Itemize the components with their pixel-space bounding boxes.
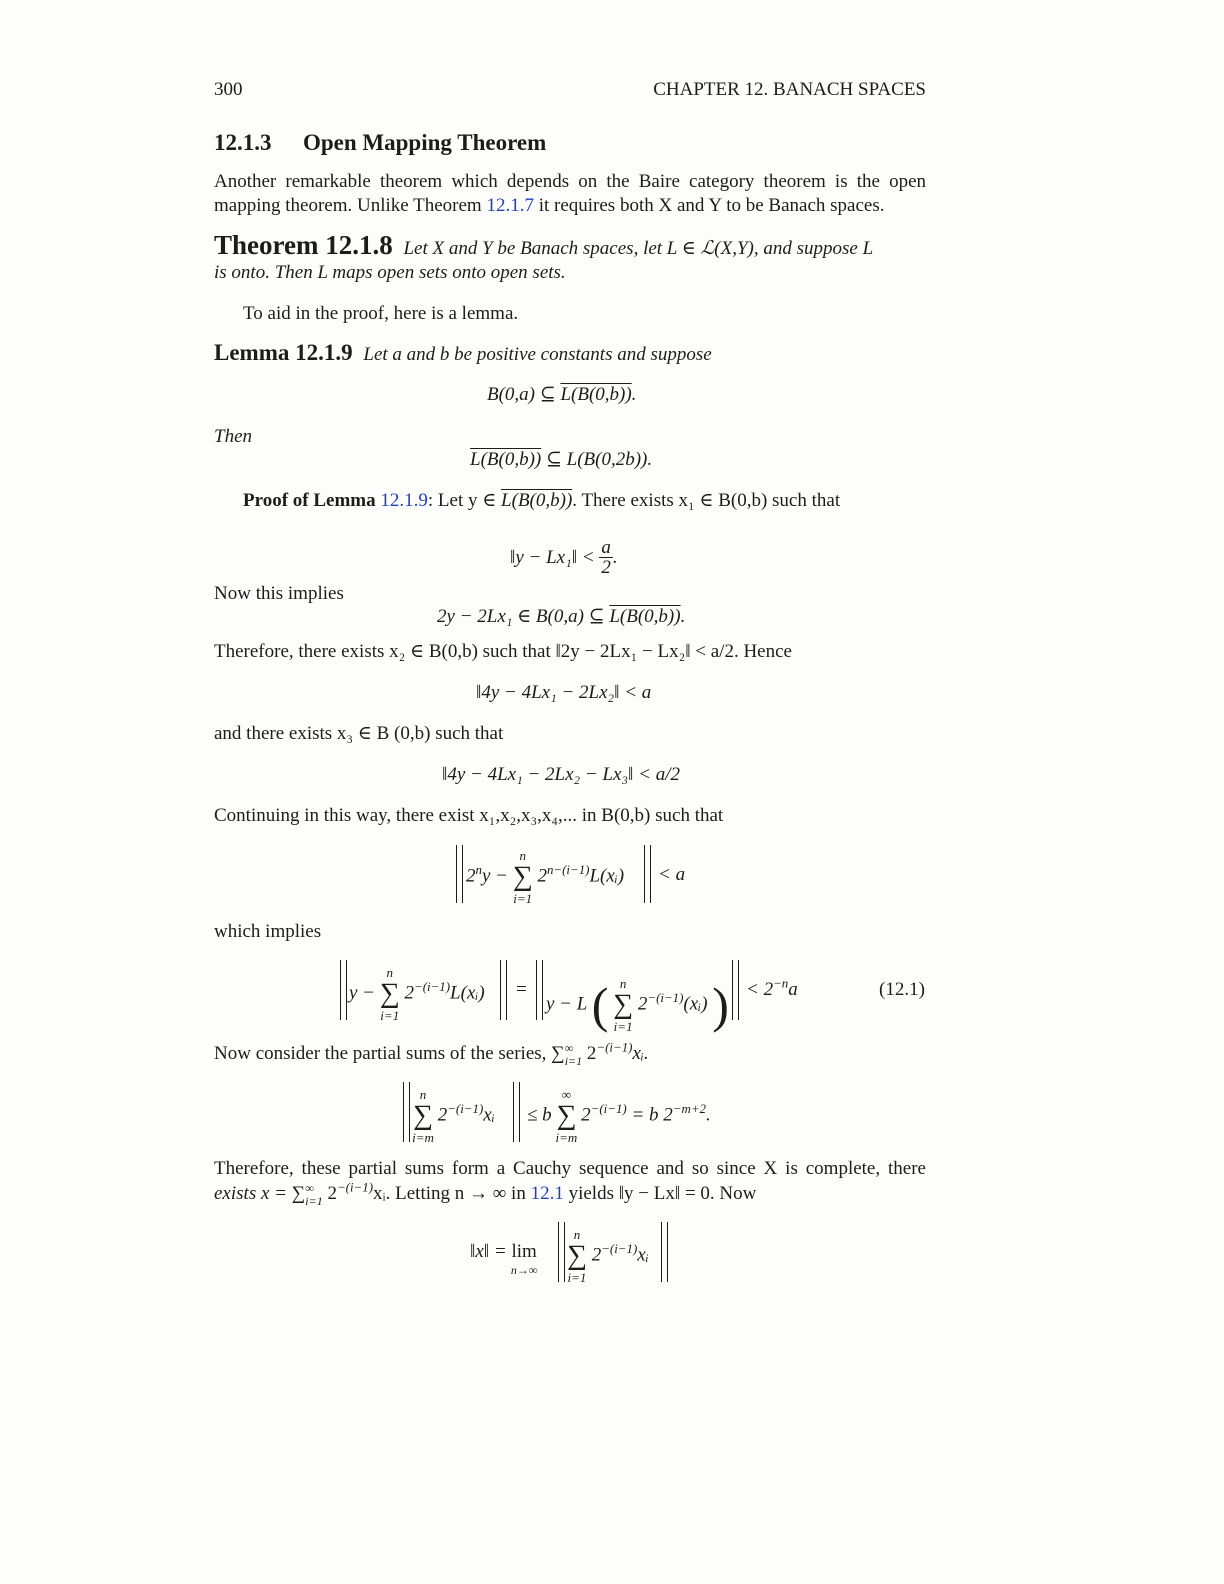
eq-text: 2y − 2Lx₁ ∈ B(0,a) ⊆ bbox=[437, 606, 610, 627]
running-header: CHAPTER 12. BANACH SPACES bbox=[653, 79, 926, 100]
partial-sums-text: Now consider the partial sums of the series, ∑ ∞ i=1 $2^{-(i-1)}xᵢ$. bbox=[214, 1039, 649, 1068]
eq7-left-body: y − n ∑ i=1 $2^{-(i-1)}L(xᵢ)$ bbox=[349, 965, 485, 1023]
eq7-bound: < $2^{-n}a$ bbox=[746, 975, 798, 1000]
therefore-line-1: Therefore, there exists x₂ ∈ B(0,b) such that ‖2y − 2Lx₁ − Lx₂‖ < a/2. Hence bbox=[214, 641, 792, 662]
norm-bar-right bbox=[500, 960, 507, 1020]
eq7-equals: = bbox=[516, 979, 527, 1000]
cauchy-line-1: Therefore, these partial sums form a Cauchy sequence and so since X is complete, there bbox=[214, 1158, 926, 1179]
lemma-block bbox=[214, 341, 712, 364]
lemma-statement: Let a and b be positive constants and suppose bbox=[363, 344, 712, 365]
inequality-1: ‖y − Lx₁‖ < $\frac{a}{2}$ . bbox=[510, 537, 618, 578]
eq-text: . bbox=[631, 384, 637, 405]
theorem-line-2: is onto. Then L maps open sets onto open sets. bbox=[214, 262, 566, 283]
then-label: Then bbox=[214, 426, 252, 447]
eq-text: . bbox=[680, 606, 686, 627]
aid-text: To aid in the proof, here is a lemma. bbox=[243, 303, 519, 324]
eq9-body: n ∑ i=1 $2^{-(i-1)}xᵢ$ bbox=[567, 1227, 649, 1285]
norm-bar-left-2 bbox=[536, 960, 543, 1020]
lemma-equation-1 bbox=[487, 385, 636, 404]
closure-bar: L(B(0,b)) bbox=[609, 606, 681, 627]
eq-text: ⊆ L(B(0,2b)). bbox=[541, 449, 653, 470]
proof-text: : Let y ∈ bbox=[427, 490, 502, 511]
closure-bar: L(B(0,b)) bbox=[470, 449, 542, 470]
equation-6 bbox=[456, 845, 696, 906]
continuing-text: Continuing in this way, there exist x₁,x₂,x₃,x₄,... in B(0,b) such that bbox=[214, 805, 724, 826]
norm-bar-right bbox=[644, 845, 651, 903]
fraction-numerator: a bbox=[601, 537, 611, 558]
equation-8 bbox=[403, 1082, 743, 1145]
eq7-right-body: y − L ( n ∑ i=1 $2^{-(i-1)}(xᵢ)$ ) bbox=[546, 976, 729, 1034]
summation-symbol: ∞ ∑ i=m bbox=[555, 1087, 578, 1145]
intro-text: mapping theorem. Unlike Theorem bbox=[214, 195, 487, 216]
eq9-left: ‖x‖ = lim n→∞ bbox=[470, 1241, 538, 1277]
proof-line-1 bbox=[243, 491, 840, 510]
equation-4: ‖4y − 4Lx₁ − 2Lx₂‖ < a bbox=[476, 682, 652, 703]
summation-symbol: n ∑ i=1 bbox=[567, 1227, 587, 1285]
fraction-denominator: 2 bbox=[601, 557, 611, 578]
intro-text-end: it requires both X and Y to be Banach spaces. bbox=[533, 195, 885, 216]
section-heading bbox=[214, 131, 546, 154]
eq6-body: $2^ny$ − n ∑ i=1 $2^{n-(i-1)}L(xᵢ)$ bbox=[466, 848, 625, 906]
cauchy-line-2: exists x = ∑ ∞ i=1 $2^{-(i-1)}xᵢ$. Letting n → ∞ in 12.1 yields ‖y − Lx‖ = 0. Now bbox=[214, 1179, 757, 1208]
equation-3 bbox=[437, 607, 685, 626]
norm-bar-right-2 bbox=[732, 960, 739, 1020]
now-implies-text: Now this implies bbox=[214, 583, 344, 604]
page-number: 300 bbox=[214, 79, 243, 100]
theorem-ref-link[interactable]: 12.1.7 bbox=[486, 195, 534, 216]
eq8-body: n ∑ i=m $2^{-(i-1)}xᵢ$ bbox=[412, 1087, 495, 1145]
fraction bbox=[599, 538, 613, 577]
section-number: 12.1.3 bbox=[214, 130, 272, 155]
eq8-right: ≤ b ∞ ∑ i=m $2^{-(i-1)} = b$ $2^{-m+2}$. bbox=[527, 1087, 711, 1145]
closure-bar: L(B(0,b)) bbox=[560, 384, 632, 405]
closure-bar: L(B(0,b)) bbox=[501, 490, 573, 511]
equation-9 bbox=[470, 1222, 680, 1285]
eq-text: B(0,a) ⊆ bbox=[487, 384, 561, 405]
norm-bar-left bbox=[340, 960, 347, 1020]
summation-symbol: n ∑ i=1 bbox=[512, 848, 533, 906]
limit-operator: lim n→∞ bbox=[510, 1241, 538, 1277]
equation-number: (12.1) bbox=[879, 979, 925, 1000]
norm-bar-right bbox=[661, 1222, 668, 1282]
summation-symbol: n ∑ i=m bbox=[412, 1087, 434, 1145]
eq6-right: < a bbox=[658, 864, 686, 885]
norm-bar-left bbox=[456, 845, 463, 903]
and-exists-text: and there exists x₃ ∈ B (0,b) such that bbox=[214, 723, 504, 744]
theorem-line-1: Let X and Y be Banach spaces, let L ∈ ℒ(X,Y), and suppose L bbox=[403, 238, 874, 259]
lemma-equation-2 bbox=[470, 450, 652, 469]
which-implies-text: which implies bbox=[214, 921, 322, 942]
equation-7 bbox=[340, 960, 810, 1034]
summation-symbol: n ∑ i=1 bbox=[613, 976, 634, 1034]
equation-ref-link[interactable]: 12.1 bbox=[530, 1182, 564, 1204]
summation-symbol: n ∑ i=1 bbox=[379, 965, 400, 1023]
theorem-label: Theorem 12.1.8 bbox=[214, 230, 393, 260]
theorem-block bbox=[214, 232, 873, 259]
section-title: Open Mapping Theorem bbox=[303, 130, 547, 155]
intro-line-1: Another remarkable theorem which depends on the Baire category theorem is the open bbox=[214, 171, 926, 192]
proof-label: Proof of Lemma bbox=[243, 490, 381, 511]
norm-bar-left bbox=[558, 1222, 565, 1282]
intro-line-2 bbox=[214, 196, 884, 215]
lemma-label: Lemma 12.1.9 bbox=[214, 340, 353, 365]
proof-text: . There exists x₁ ∈ B(0,b) such that bbox=[572, 490, 841, 511]
lemma-ref-link[interactable]: 12.1.9 bbox=[380, 490, 428, 511]
eq-text: ‖y − Lx₁‖ < bbox=[510, 547, 600, 568]
norm-bar-left bbox=[403, 1082, 410, 1142]
equation-5: ‖4y − 4Lx₁ − 2Lx₂ − Lx₃‖ < a/2 bbox=[442, 764, 680, 785]
norm-bar-right bbox=[513, 1082, 520, 1142]
